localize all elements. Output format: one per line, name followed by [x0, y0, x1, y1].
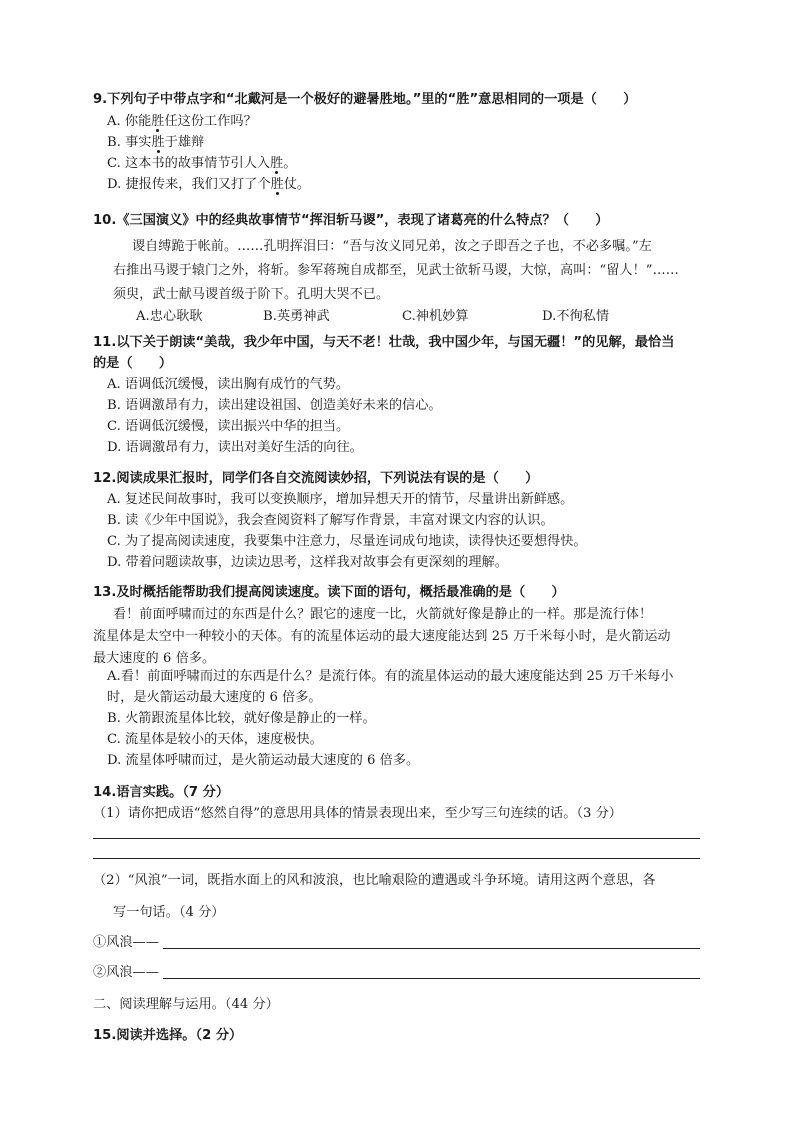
answer-line[interactable]: [93, 858, 700, 859]
q12-option-d: D. 带着问题读故事，边读边思考，这样我对故事会有更深刻的理解。: [107, 555, 508, 570]
q12-stem: 12.阅读成果汇报时，同学们各自交流阅读妙招，下列说法有误的是（ ）: [93, 471, 539, 486]
q10-option-c: C.神机妙算: [402, 309, 469, 324]
q13-option-d: D. 流星体呼啸而过，是火箭运动最大速度的 6 倍多。: [107, 753, 420, 768]
q12-option-c: C. 为了提高阅读速度，我要集中注意力，尽量连词成句地读，读得快还要想得快。: [107, 534, 587, 549]
q13-option-b: B. 火箭跟流星体比较，就好像是静止的一样。: [107, 711, 376, 726]
q9-option-d: D. 捷报传来，我们又打了个胜仗。: [107, 177, 311, 192]
q12-option-a: A. 复述民间故事时，我可以变换顺序，增加异想天开的情节，尽量讲出新鲜感。: [107, 492, 574, 507]
q13-option-c: C. 流星体是较小的天体，速度极快。: [107, 732, 323, 747]
q11-stem-line: 的是（ ）: [93, 356, 173, 371]
q10-option-d: D.不徇私情: [542, 309, 610, 324]
q14-part2-prompt: （2）“风浪”一词，既指水面上的风和波浪，也比喻艰险的遭遇或斗争环境。请用这两个意思，各: [93, 873, 656, 888]
q14-blank1-label: ①风浪——: [93, 935, 159, 950]
q11-option-c: C. 语调低沉缓慢，读出振兴中华的担当。: [107, 419, 350, 434]
answer-line[interactable]: [163, 948, 700, 949]
q13-passage-line: 看！前面呼啸而过的东西是什么？跟它的速度一比，火箭就好像是静止的一样。那是流行体！: [113, 607, 653, 622]
q10-option-a: A.忠心耿耿: [136, 309, 203, 324]
emphasis-dot-char: 胜: [151, 135, 165, 150]
q11-option-b: B. 语调激昂有力，读出建设祖国、创造美好未来的信心。: [107, 398, 442, 413]
emphasis-dot-char: 胜: [270, 156, 284, 171]
q10-passage-line: 须臾，武士献马谡首级于阶下。孔明大哭不已。: [113, 287, 390, 302]
q13-option-a-cont: 时，是火箭运动最大速度的 6 倍多。: [107, 690, 322, 705]
q10-passage-line: 右推出马谡于辕门之外，将斩。参军蒋琬自成都至，见武士欲斩马谡，大惊，高叫：“留人！”……: [113, 263, 679, 278]
emphasis-dot-char: 胜: [151, 114, 165, 129]
q13-passage-line: 最大速度的 6 倍多。: [93, 651, 216, 666]
emphasis-dot-char: 胜: [270, 177, 284, 192]
q9-option-a: A. 你能胜任这份工作吗？: [107, 114, 257, 129]
q9-option-c: C. 这本书的故事情节引人入胜。: [107, 156, 297, 171]
q10-option-b: B.英勇神武: [263, 309, 330, 324]
q12-option-b: B. 读《少年中国说》，我会查阅资料了解写作背景，丰富对课文内容的认识。: [107, 513, 554, 528]
q11-option-d: D. 语调激昂有力，读出对美好生活的向往。: [107, 440, 363, 455]
q9-option-b: B. 事实胜于雄辩: [107, 135, 205, 150]
q15-stem: 15.阅读并选择。（2 分）: [93, 1028, 243, 1043]
section-heading: 二、阅读理解与运用。（44 分）: [93, 997, 279, 1012]
answer-line[interactable]: [93, 838, 700, 839]
q11-stem-line: 11.以下关于朗读“美哉，我少年中国，与天不老！壮哉，我中国少年，与国无疆！”的见解，最恰当: [93, 335, 675, 350]
q14-blank2-label: ②风浪——: [93, 965, 159, 980]
q9-stem: 9.下列句子中带点字和“北戴河是一个极好的避暑胜地。”里的“胜”意思相同的一项是（ ）: [93, 92, 637, 107]
q14-stem: 14.语言实践。（7 分）: [93, 785, 230, 800]
q10-passage-line: 谡自缚跪于帐前。……孔明挥泪曰：“吾与汝义同兄弟，汝之子即吾之子也，不必多嘱。”左: [132, 239, 652, 254]
q13-option-a: A.看！前面呼啸而过的东西是什么？是流行体。有的流星体运动的最大速度能达到 25 万千米每小: [107, 669, 674, 684]
q13-stem: 13.及时概括能帮助我们提高阅读速度。读下面的语句，概括最准确的是（ ）: [93, 585, 565, 600]
q13-passage-line: 流星体是太空中一种较小的天体。有的流星体运动的最大速度能达到 25 万千米每小时，是火箭运动: [93, 629, 671, 644]
q14-part2-prompt-cont: 写一句话。（4 分）: [113, 905, 225, 920]
answer-line[interactable]: [163, 978, 700, 979]
q11-option-a: A. 语调低沉缓慢，读出胸有成竹的气势。: [107, 377, 350, 392]
q14-part1-prompt: （1）请你把成语“悠然自得”的意思用具体的情景表现出来，至少写三句连续的话。（3 分）: [93, 806, 622, 821]
q10-stem: 10.《三国演义》中的经典故事情节“挥泪斩马谡”，表现了诸葛亮的什么特点？（ ）: [93, 213, 609, 228]
